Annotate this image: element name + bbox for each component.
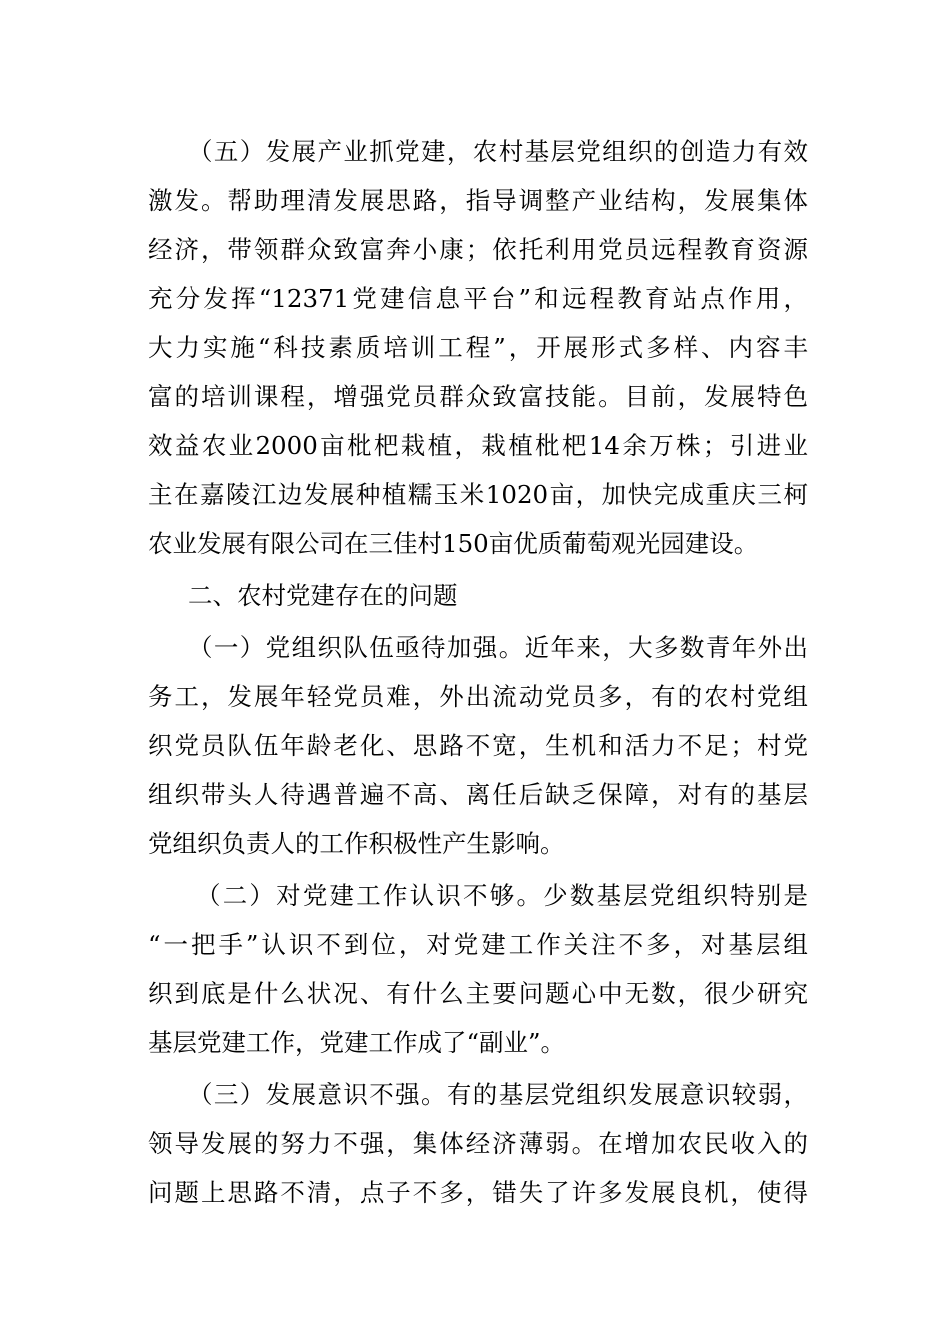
text-line: “一把手”认识不到位，对党建工作关注不多，对基层组 bbox=[148, 930, 808, 959]
text-line: 领导发展的努力不强，集体经济薄弱。在增加农民收入的 bbox=[148, 1129, 808, 1158]
text-line: 主在嘉陵江边发展种植糯玉米1020亩，加快完成重庆三柯 bbox=[148, 480, 808, 509]
text-line: （五）发展产业抓党建，农村基层党组织的创造力有效 bbox=[188, 137, 808, 166]
text-line: 效益农业2000亩枇杷栽植，栽植枇杷14余万株；引进业 bbox=[148, 431, 808, 460]
text-line: 大力实施“科技素质培训工程”，开展形式多样、内容丰 bbox=[148, 333, 808, 362]
text-line: （三）发展意识不强。有的基层党组织发展意识较弱， bbox=[188, 1080, 808, 1109]
section-heading: 二、农村党建存在的问题 bbox=[188, 581, 458, 610]
text-line: 经济，带领群众致富奔小康；依托利用党员远程教育资源 bbox=[148, 235, 808, 264]
text-line: 问题上思路不清，点子不多，错失了许多发展良机，使得 bbox=[148, 1178, 808, 1207]
text-line: 组织带头人待遇普遍不高、离任后缺乏保障，对有的基层 bbox=[148, 780, 808, 809]
text-line: （一）党组织队伍亟待加强。近年来，大多数青年外出 bbox=[188, 633, 808, 662]
text-line: 织到底是什么状况、有什么主要问题心中无数，很少研究 bbox=[148, 979, 808, 1008]
text-line: 充分发挥“12371党建信息平台”和远程教育站点作用， bbox=[148, 284, 808, 313]
text-line: 富的培训课程，增强党员群众致富技能。目前，发展特色 bbox=[148, 382, 808, 411]
text-line: 基层党建工作，党建工作成了“副业”。 bbox=[148, 1028, 566, 1057]
text-line: 务工，发展年轻党员难，外出流动党员多，有的农村党组 bbox=[148, 682, 808, 711]
text-line: 党组织负责人的工作积极性产生影响。 bbox=[148, 829, 565, 858]
text-line: 织党员队伍年龄老化、思路不宽，生机和活力不足；村党 bbox=[148, 731, 808, 760]
text-line: 激发。帮助理清发展思路，指导调整产业结构，发展集体 bbox=[148, 186, 808, 215]
text-line: 农业发展有限公司在三佳村150亩优质葡萄观光园建设。 bbox=[148, 529, 759, 558]
text-line: （二）对党建工作认识不够。少数基层党组织特别是 bbox=[196, 881, 808, 910]
